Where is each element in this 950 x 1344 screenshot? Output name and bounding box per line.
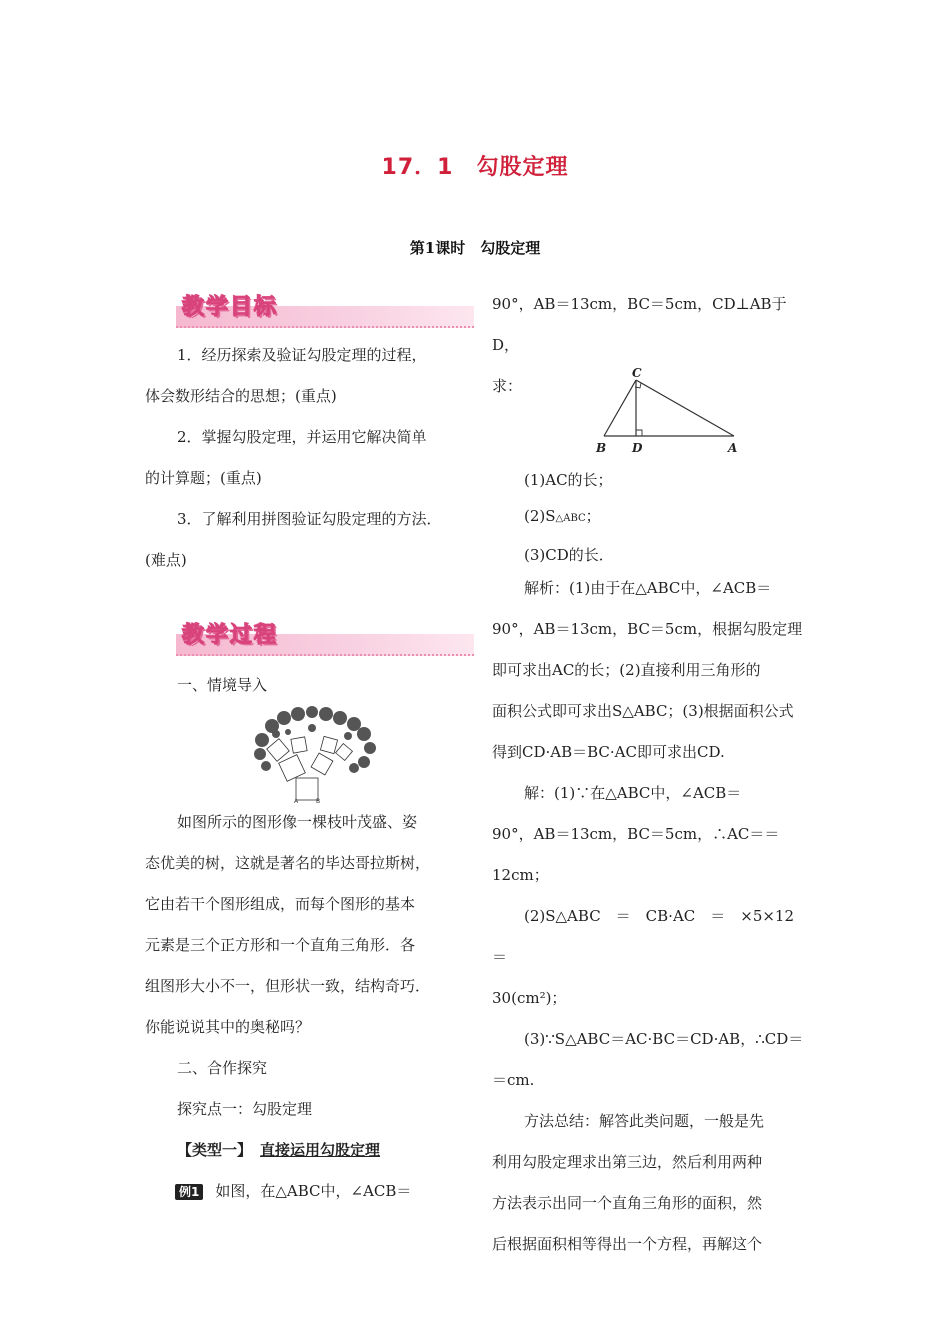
example-line: [145, 1171, 475, 1212]
right-column-questions: [492, 462, 812, 573]
type-heading: [145, 1130, 475, 1171]
goals-list: [145, 335, 475, 581]
goal-line: 3．了解利用拼图验证勾股定理的方法．: [177, 510, 442, 528]
question-2-sub: △ABC: [555, 513, 586, 524]
solution-line: 12cm；: [492, 866, 549, 884]
intro-heading: [177, 665, 267, 706]
solution-line: 解：(1)∵在△ABC中，∠ACB＝: [524, 784, 742, 802]
tree-label-b: B: [316, 798, 321, 804]
question-1: (1)AC的长；: [524, 471, 613, 489]
goal-line: 体会数形结合的思想；(重点): [145, 387, 337, 405]
intro-line: 你能说说其中的奥秘吗？: [145, 1018, 311, 1036]
question-2: [492, 498, 812, 537]
analysis-line: 解析：(1)由于在△ABC中，∠ACB＝: [524, 579, 772, 597]
section-badge-goals: 教学目标: [182, 295, 279, 320]
method-line: 后根据面积相等得出一个方程，再解这个: [492, 1235, 763, 1253]
intro-line: 元素是三个正方形和一个直角三角形．各: [145, 936, 416, 954]
explore-point: 探究点一：勾股定理: [177, 1100, 313, 1118]
label-d: D: [632, 441, 643, 455]
right-column-body: [492, 568, 812, 1265]
question-3: (3)CD的长．: [524, 546, 614, 564]
label-a: A: [728, 441, 738, 455]
method-line: 方法表示出同一个直角三角形的面积，然: [492, 1194, 763, 1212]
section-badge-process: 教学过程: [182, 623, 279, 648]
analysis-line: 90°，AB＝13cm，BC＝5cm，根据勾股定理: [492, 620, 803, 638]
type-title: 直接运用勾股定理: [260, 1141, 381, 1159]
analysis-line: 得到CD·AB＝BC·AC即可求出CD.: [492, 743, 725, 761]
method-line: 利用勾股定理求出第三边，然后利用两种: [492, 1153, 763, 1171]
problem-line: 90°，AB＝13cm，BC＝5cm，CD⊥AB于D，: [492, 295, 787, 354]
intro-paragraph: [145, 802, 475, 1212]
analysis-line: 即可求出AC的长；(2)直接利用三角形的: [492, 661, 761, 679]
example-tag: 例1: [175, 1184, 203, 1200]
heading-cooperation: 二、合作探究: [177, 1059, 268, 1077]
goal-line: 的计算题；(重点): [145, 469, 262, 487]
intro-line: 组图形大小不一，但形状一致，结构奇巧．: [145, 977, 431, 995]
intro-line: 态优美的树，这就是著名的毕达哥拉斯树，: [145, 854, 431, 872]
question-2-prefix: (2)S: [524, 507, 556, 525]
goal-line: 2．掌握勾股定理，并运用它解决简单: [177, 428, 427, 446]
intro-line: 它由若干个图形组成，而每个图形的基本: [145, 895, 416, 913]
goal-line: 1．经历探索及验证勾股定理的过程，: [177, 346, 427, 364]
pythagoras-tree-figure: [252, 706, 384, 804]
tree-label-a: A: [294, 798, 299, 804]
example-text: 如图，在△ABC中，∠ACB＝: [215, 1182, 412, 1200]
analysis-line: 面积公式即可求出S△ABC；(3)根据面积公式: [492, 702, 794, 720]
page-title: 17．1 勾股定理: [381, 155, 569, 180]
lesson-subtitle: 第1课时 勾股定理: [409, 239, 541, 257]
label-b: B: [596, 441, 607, 455]
solution-line: (2)S△ABC ＝ CB·AC ＝ ×5×12 ＝: [492, 907, 810, 966]
method-line: 方法总结：解答此类问题，一般是先: [524, 1112, 765, 1130]
problem-line: 求：: [492, 377, 523, 395]
intro-heading-text: 一、情境导入: [177, 676, 268, 694]
type-label: 【类型一】: [177, 1141, 253, 1159]
triangle-figure: [590, 364, 750, 458]
intro-line: 如图所示的图形像一棵枝叶茂盛、姿: [177, 813, 418, 831]
solution-line: 30(cm²)；: [492, 989, 567, 1007]
solution-line: 90°，AB＝13cm，BC＝5cm，∴AC＝＝: [492, 825, 780, 843]
label-c: C: [632, 366, 642, 380]
goal-line: (难点): [145, 551, 187, 569]
question-2-suffix: ；: [585, 507, 601, 525]
solution-line: ＝cm.: [492, 1071, 535, 1089]
solution-line: (3)∵S△ABC＝AC·BC＝CD·AB，∴CD＝: [524, 1030, 804, 1048]
